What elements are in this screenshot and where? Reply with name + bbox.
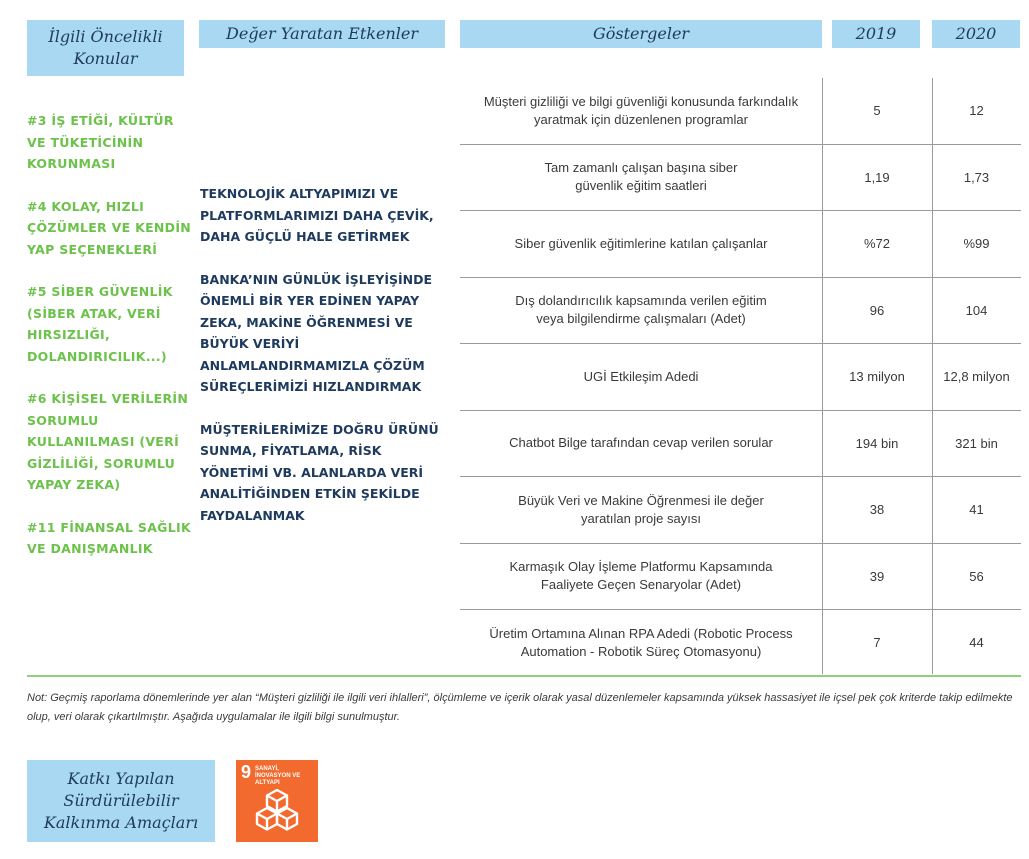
value-2020-cell: 1,73 (963, 169, 990, 185)
topic-item: #5 SİBER GÜVENLİK (SİBER ATAK, VERİ HIRSIZLIĞI, DOLANDIRICILIK...) (27, 284, 173, 364)
value-2019-cell: 5 (873, 103, 881, 119)
sdg-goal-9-tile (236, 760, 318, 842)
driver-item: TEKNOLOJİK ALTYAPIMIZI VE PLATFORMLARIMIZI DAHA ÇEVİK, DAHA GÜÇLÜ HALE GETİRMEK (200, 186, 434, 244)
priority-topics-list (27, 110, 192, 581)
indicator-cell: Tam zamanlı çalışan başına siber güvenlik eğitim saatleri (544, 160, 738, 194)
value-2019-cell: 13 milyon (849, 369, 905, 385)
header-year-2019: 2019 (832, 20, 920, 48)
sdg-label: Katkı Yapılan Sürdürülebilir Kalkınma Amaçları (27, 760, 215, 842)
sdg-goal-number: 9 (241, 762, 252, 782)
header-drivers: Değer Yaratan Etkenler (199, 20, 445, 48)
table-row (460, 477, 1021, 544)
table-row (460, 610, 1021, 676)
table-row (460, 78, 1021, 145)
indicator-cell: Büyük Veri ve Makine Öğrenmesi ile değer yaratılan proje sayısı (518, 492, 764, 526)
value-2020-cell: %99 (963, 236, 990, 252)
value-2019-cell: 96 (869, 302, 885, 318)
header-year-2020: 2020 (932, 20, 1020, 48)
footnote: Not: Geçmiş raporlama dönemlerinde yer alan “Müşteri gizliliği ile ilgili veri ihlalleri”, ölçümleme ve içerik olarak yasal düzenlemeler kapsamında yüksek hassasiyet ile içsel pek çok kriterde takip edilmekte olup, veri olarak çıkartılmıştır. Aşağıda uygulamalar ile ilgili bilgi sunulmuştur. (27, 692, 1013, 723)
indicator-cell: Üretim Ortamına Alınan RPA Adedi (Robotic Process Automation - Robotik Süreç Otomasyonu) (489, 625, 793, 659)
topic-item: #11 FİNANSAL SAĞLIK VE DANIŞMANLIK (27, 519, 191, 556)
value-2019-cell: 194 bin (855, 435, 899, 451)
value-2019-cell: 1,19 (864, 169, 890, 185)
indicator-cell: Karmaşık Olay İşleme Platformu Kapsamında Faaliyete Geçen Senaryolar (Adet) (509, 559, 773, 593)
indicator-cell: Chatbot Bilge tarafından cevap verilen sorular (509, 435, 773, 451)
value-2019-cell: 38 (869, 502, 885, 518)
indicator-cell: Müşteri gizliliği ve bilgi güvenliği konusunda farkındalık yaratmak için düzenlenen programlar (483, 93, 799, 127)
value-2019-cell: 39 (869, 568, 885, 584)
table-row (460, 544, 1021, 611)
stacked-cubes-icon (254, 788, 300, 836)
value-2020-cell: 12,8 milyon (943, 369, 1010, 385)
value-2020-cell: 12 (969, 103, 984, 119)
driver-item: BANKA’NIN GÜNLÜK İŞLEYİŞİNDE ÖNEMLİ BİR YER EDİNEN YAPAY ZEKA, MAKİNE ÖĞRENMESİ VE BÜYÜK VERİYİ ANLAMLANDIRMAMIZLA ÇÖZÜM SÜREÇLERİMİZİ HIZLANDIRMAK (200, 271, 433, 394)
value-2020-cell: 44 (969, 635, 984, 651)
header-indicators: Göstergeler (460, 20, 822, 48)
topic-item: #6 KİŞİSEL VERİLERİN SORUMLU KULLANILMASI (VERİ GİZLİLİĞİ, SORUMLU YAPAY ZEKA) (27, 391, 189, 492)
section-divider (27, 675, 1021, 677)
driver-item: MÜŞTERİLERİMİZE DOĞRU ÜRÜNÜ SUNMA, FİYATLAMA, RİSK YÖNETİMİ VB. ALANLARDA VERİ ANALİTİĞİNDEN ETKİN ŞEKİLDE FAYDALANMAK (200, 421, 439, 523)
sdg-goal-title: SANAYİ, İNOVASYON VE ALTYAPI (255, 766, 301, 786)
table-row (460, 145, 1021, 212)
topic-item: #3 İŞ ETİĞİ, KÜLTÜR VE TÜKETİCİNİN KORUNMASI (27, 113, 174, 171)
table-row (460, 278, 1021, 345)
indicator-cell: UGİ Etkileşim Adedi (583, 368, 699, 384)
topic-item: #4 KOLAY, HIZLI ÇÖZÜMLER VE KENDİN YAP SEÇENEKLERİ (27, 198, 192, 257)
indicators-table (460, 78, 1021, 676)
header-topics: İlgili Öncelikli Konular (27, 20, 184, 76)
value-2020-cell: 41 (969, 502, 984, 518)
indicator-cell: Siber güvenlik eğitimlerine katılan çalışanlar (514, 235, 768, 251)
value-2019-cell: %72 (863, 236, 891, 252)
value-2020-cell: 104 (965, 302, 988, 318)
table-row (460, 344, 1021, 411)
table-row (460, 211, 1021, 278)
value-2020-cell: 321 bin (955, 435, 998, 451)
value-drivers-list (200, 183, 445, 547)
table-row (460, 411, 1021, 478)
indicator-cell: Dış dolandırıcılık kapsamında verilen eğitim veya bilgilendirme çalışmaları (Adet) (515, 293, 767, 327)
value-2019-cell: 7 (873, 635, 881, 651)
value-2020-cell: 56 (969, 568, 984, 584)
